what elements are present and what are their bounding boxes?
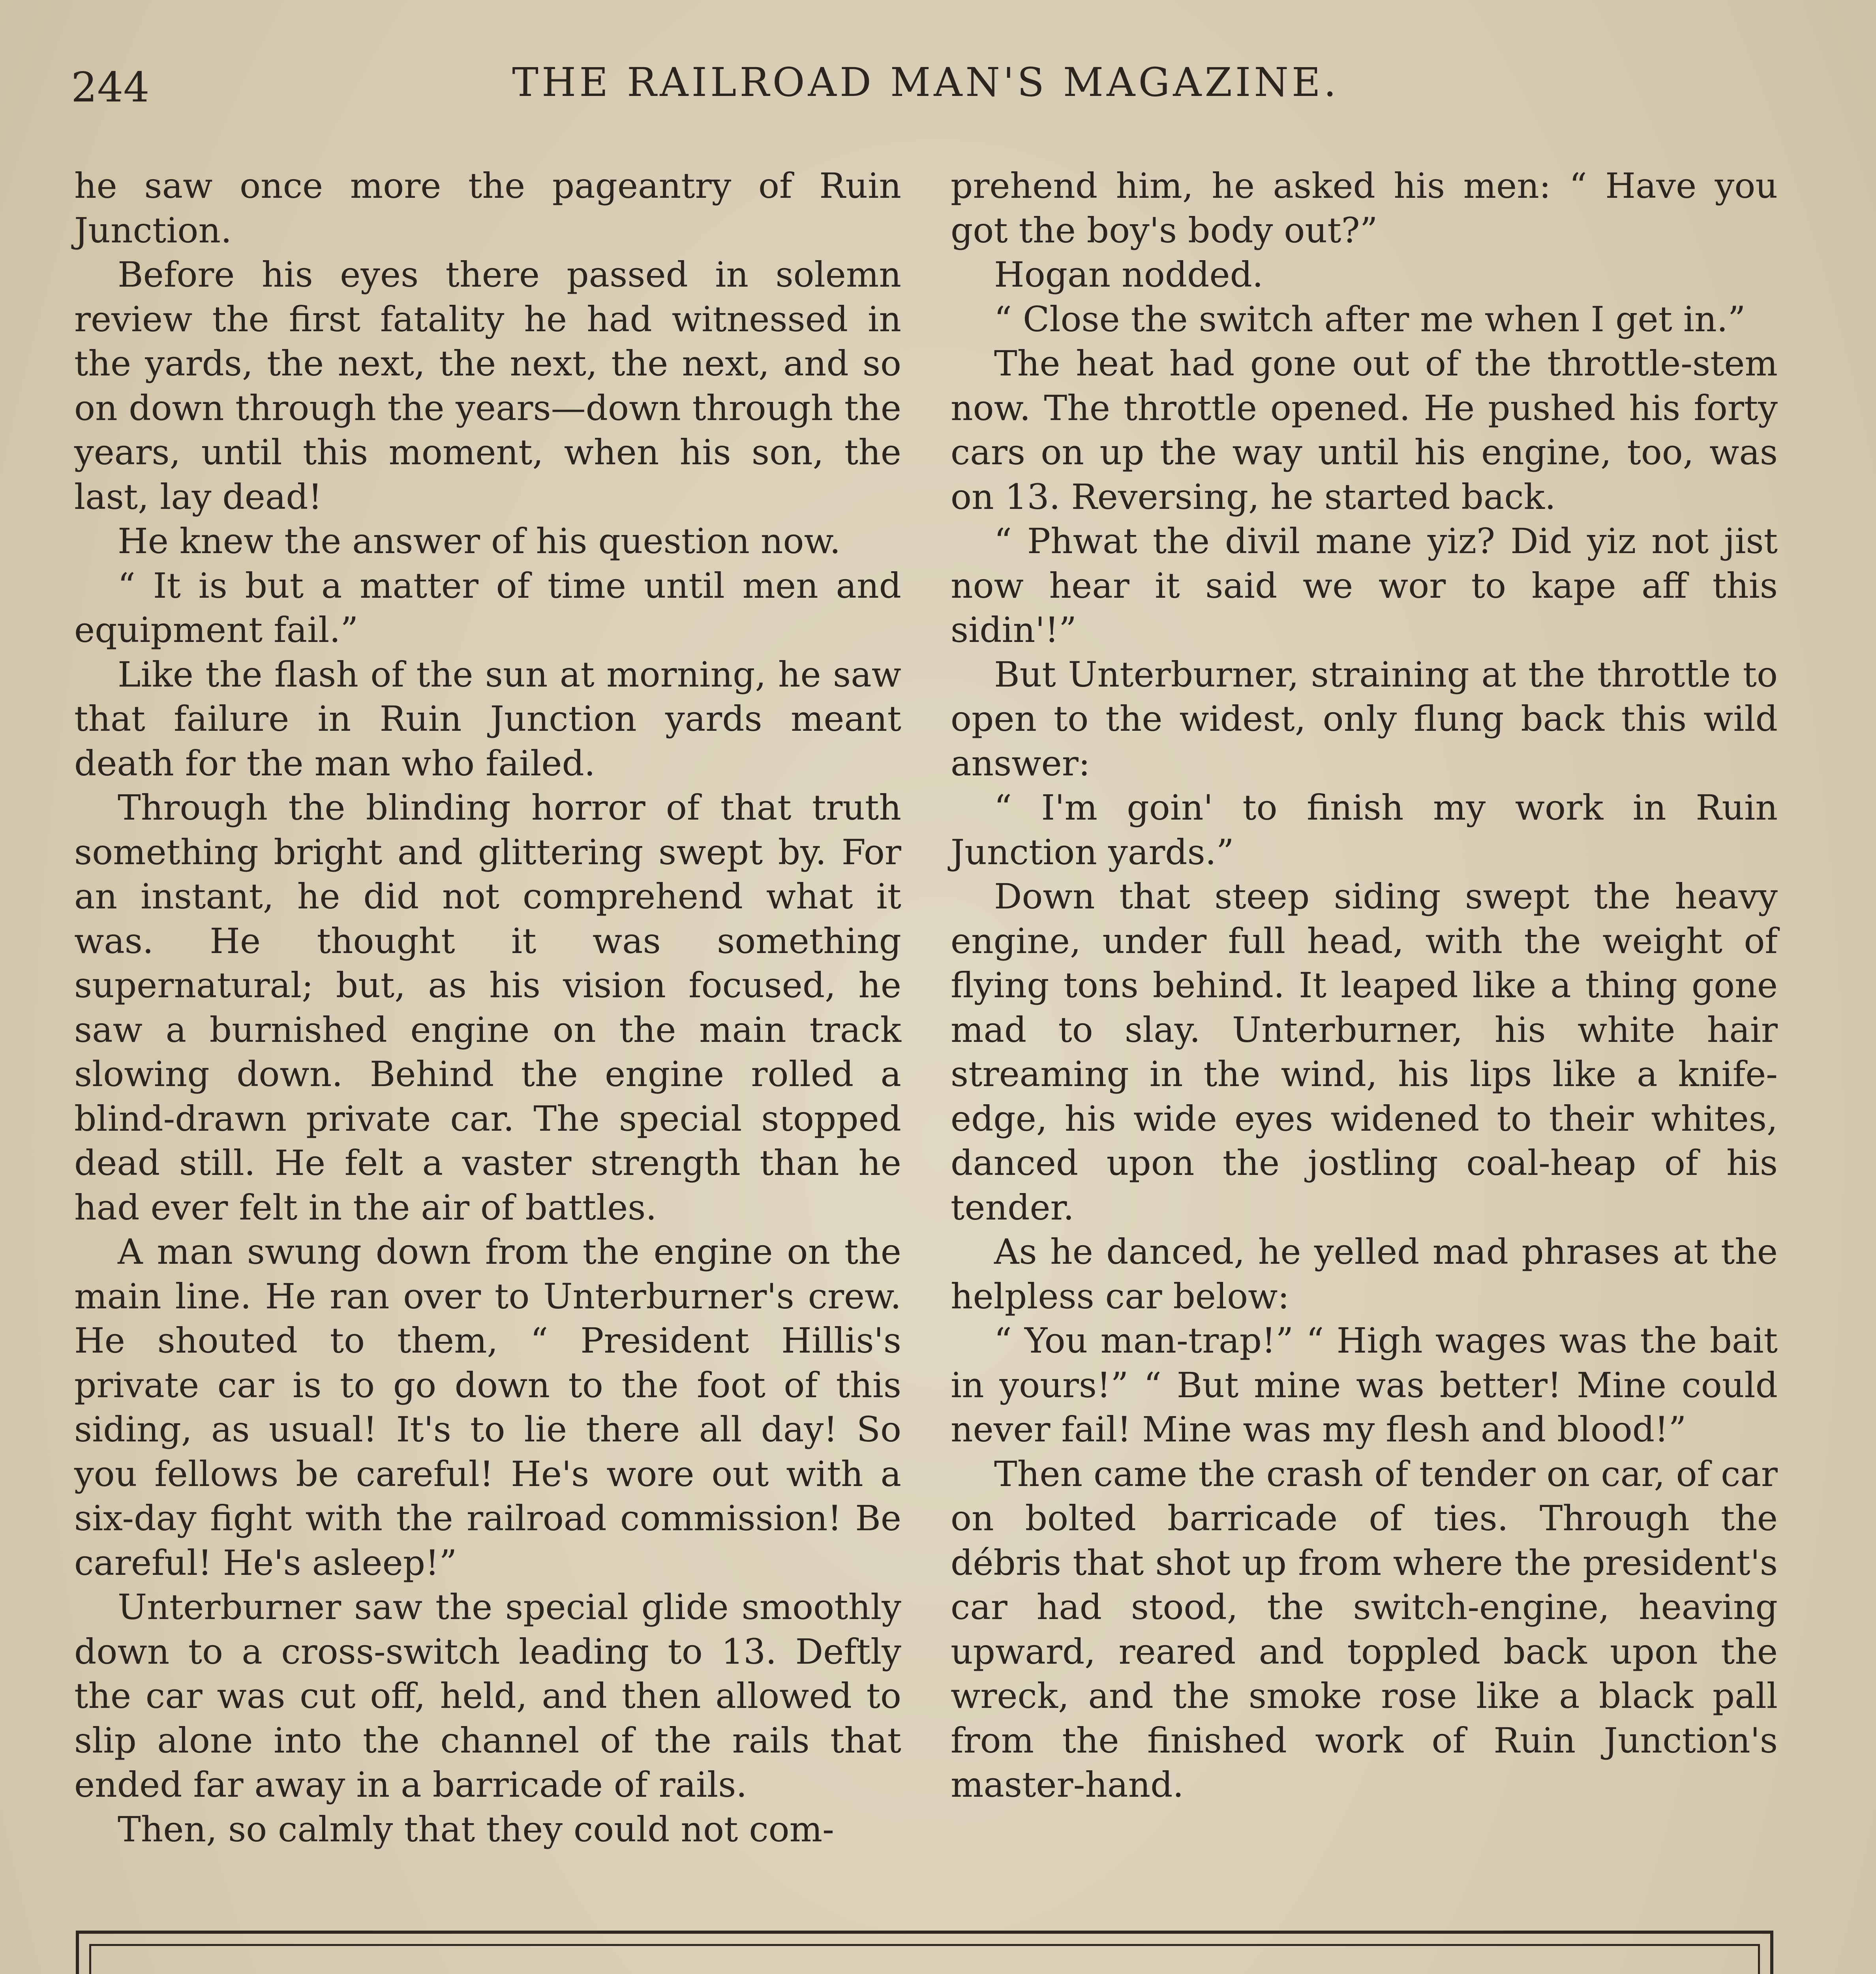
paragraph: “ Phwat the divil mane yiz? Did yiz not jist now hear it said we wor to kape aff this sidin'!” (951, 521, 1778, 650)
paragraph: Then, so calmly that they could not com- (118, 1809, 834, 1850)
page-header (71, 59, 1780, 118)
page-number: 244 (71, 63, 150, 111)
paragraph: prehend him, he asked his men: “ Have you got the boy's body out?” (951, 165, 1778, 251)
poem-box-inner-border (89, 1944, 1760, 1974)
paragraph: Then came the crash of tender on car, of car on bolted barricade of ties. Through the débris that shot up from where the president's car had stood, the switch-engine, heaving upward, reared and toppled back upon the wreck, and the smoke rose like a black pall from the finished work of Ruin Junction's master-hand. (951, 1453, 1778, 1805)
paragraph: The heat had gone out of the throttle-stem now. The throttle opened. He pushed his forty cars on up the way until his engine, too, was on 13. Reversing, he started back. (951, 343, 1778, 517)
paragraph: He knew the answer of his question now. (118, 521, 841, 561)
paragraph: Down that steep siding swept the heavy engine, under full head, with the weight of flying tons behind. It leaped like a thing gone mad to slay. Unterburner, his white hair streaming in the wind, his lips like a knife-edge, his wide eyes widened to their whites, danced upon the jostling coal-heap of his tender. (951, 876, 1778, 1228)
paragraph: But Unterburner, straining at the throttle to open to the widest, only flung back this wild answer: (951, 654, 1778, 784)
paragraph: A man swung down from the engine on the main line. He ran over to Unterburner's crew. He shouted to them, “ President Hillis's private car is to go down to the foot of this siding, as usual! It's to lie there all day! So you fellows be careful! He's wore out with a six-day fight with the railroad commission! Be careful! He's asleep!” (74, 1231, 901, 1583)
paragraph: As he danced, he yelled mad phrases at the helpless car below: (951, 1231, 1778, 1317)
right-text-column (951, 164, 1778, 1807)
paragraph: “ I'm goin' to finish my work in Ruin Junction yards.” (951, 787, 1778, 873)
paragraph: “ It is but a matter of time until men and equipment fail.” (74, 565, 901, 650)
paragraph: Hogan nodded. (994, 254, 1263, 295)
paragraph: Unterburner saw the special glide smoothly down to a cross-switch leading to 13. Deftly the car was cut off, held, and then allowed to slip alone into the channel of the rails that ended far away in a barricade of rails. (74, 1587, 901, 1805)
paragraph: Before his eyes there passed in solemn review the first fatality he had witnessed in the yards, the next, the next, the next, and so on down through the years—down through the years, until this moment, when his son, the last, lay dead! (74, 254, 901, 517)
paragraph: he saw once more the pageantry of Ruin Junction. (74, 165, 901, 251)
poem-box (76, 1931, 1773, 1974)
left-text-column (74, 164, 901, 1852)
paragraph: Through the blinding horror of that truth something bright and glittering swept by. For an instant, he did not comprehend what it was. He thought it was something supernatural; but, as his vision focused, he saw a burnished engine on the main track slowing down. Behind the engine rolled a blind-drawn private car. The special stopped dead still. He felt a vaster strength than he had ever felt in the air of battles. (74, 787, 901, 1228)
paragraph: “ You man-trap!” “ High wages was the bait in yours!” “ But mine was better! Mine could never fail! Mine was my flesh and blood!” (951, 1320, 1778, 1450)
paragraph: Like the flash of the sun at morning, he saw that failure in Ruin Junction yards meant death for the man who failed. (74, 654, 901, 784)
paragraph: “ Close the switch after me when I get in.” (994, 298, 1746, 340)
running-title: THE RAILROAD MAN'S MAGAZINE. (512, 59, 1339, 105)
